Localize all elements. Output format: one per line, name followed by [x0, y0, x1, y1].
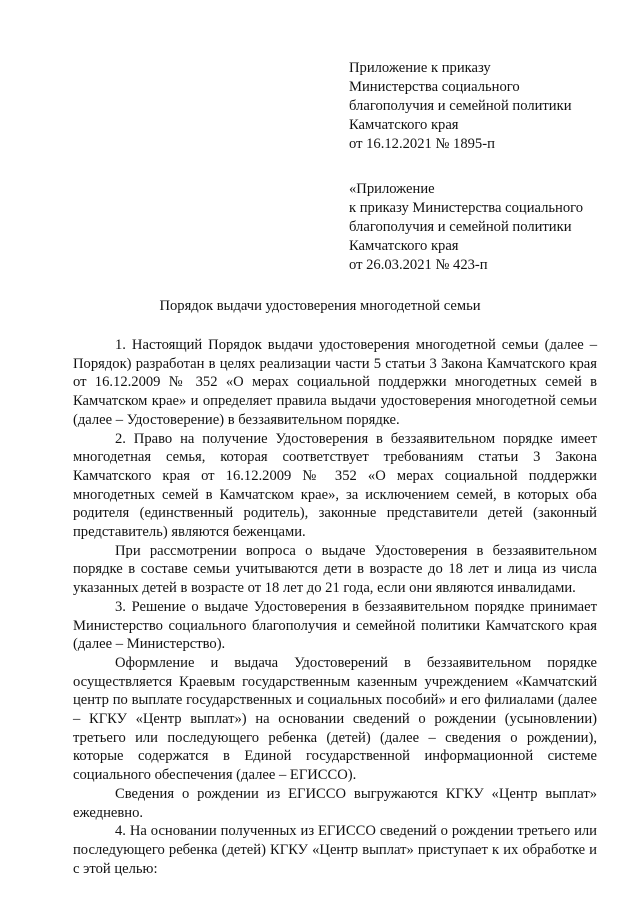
paragraph-1: 1. Настоящий Порядок выдачи удостоверения многодетной семьи (далее – Порядок) разработан в целях реализации части 5 статьи 3 Закона Камчатского края от 16.12.2009 № 352 «О мерах социальной поддержки многодетных семей в Камчатском крае» и определяет правила выдачи удостоверения многодетной семьи (далее – Удостоверение) в беззаявительном порядке.	[73, 337, 597, 428]
paragraph-3-daily-upload: Сведения о рождении из ЕГИССО выгружаются КГКУ «Центр выплат» ежедневно.	[73, 785, 597, 821]
appendix-original-line: от 26.03.2021 № 423-п	[349, 257, 488, 273]
appendix-order-line: Камчатского края	[349, 117, 459, 133]
paragraph-2-note: При рассмотрении вопроса о выдаче Удостоверения в беззаявительном порядке в составе семьи учитываются дети в возрасте до 18 лет и лица из числа указанных детей в возрасте от 18 лет до 21 года, если они являются инвалидами.	[73, 542, 597, 597]
paragraph-2: 2. Право на получение Удостоверения в беззаявительном порядке имеет многодетная семья, которая соответствует требованиям статьи 3 Закона Камчатского края от 16.12.2009 № 352 «О мерах социальной поддержки многодетных семей в Камчатском крае», за исключением семей, в которых оба родителя (единственный родитель), законные представители детей (законный представитель) являются беженцами.	[73, 430, 597, 541]
appendix-order-line: благополучия и семейной политики	[349, 98, 572, 114]
appendix-order-line: Министерства социального	[349, 79, 520, 95]
appendix-original-line: к приказу Министерства социального	[349, 200, 584, 216]
appendix-original-line: Камчатского края	[349, 238, 459, 254]
appendix-original-line: благополучия и семейной политики	[349, 219, 572, 235]
appendix-original-line: «Приложение	[349, 181, 435, 197]
document-body	[73, 336, 597, 878]
appendix-order-line: от 16.12.2021 № 1895-п	[349, 136, 495, 152]
appendix-order-header	[349, 59, 619, 154]
appendix-order-line: Приложение к приказу	[349, 60, 491, 76]
document-title: Порядок выдачи удостоверения многодетной семьи	[159, 298, 481, 314]
paragraph-3-execution: Оформление и выдача Удостоверений в беззаявительном порядке осуществляется Краевым государственным казенным учреждением «Камчатский центр по выплате государственных и социальных пособий» и его филиалами (далее – КГКУ «Центр выплат») на основании сведений о рождении (усыновлении) третьего или последующего ребенка (детей) (далее – сведения о рождении), которые содержатся в Единой государственной информационной системе социального обеспечения (далее – ЕГИССО).	[73, 654, 597, 784]
paragraph-3: 3. Решение о выдаче Удостоверения в беззаявительном порядке принимает Министерство социального благополучия и семейной политики Камчатского края (далее – Министерство).	[73, 598, 597, 653]
paragraph-4: 4. На основании полученных из ЕГИССО сведений о рождении третьего или последующего ребенка (детей) КГКУ «Центр выплат» приступает к их обработке и с этой целью:	[73, 823, 597, 877]
appendix-original-header	[349, 180, 619, 275]
